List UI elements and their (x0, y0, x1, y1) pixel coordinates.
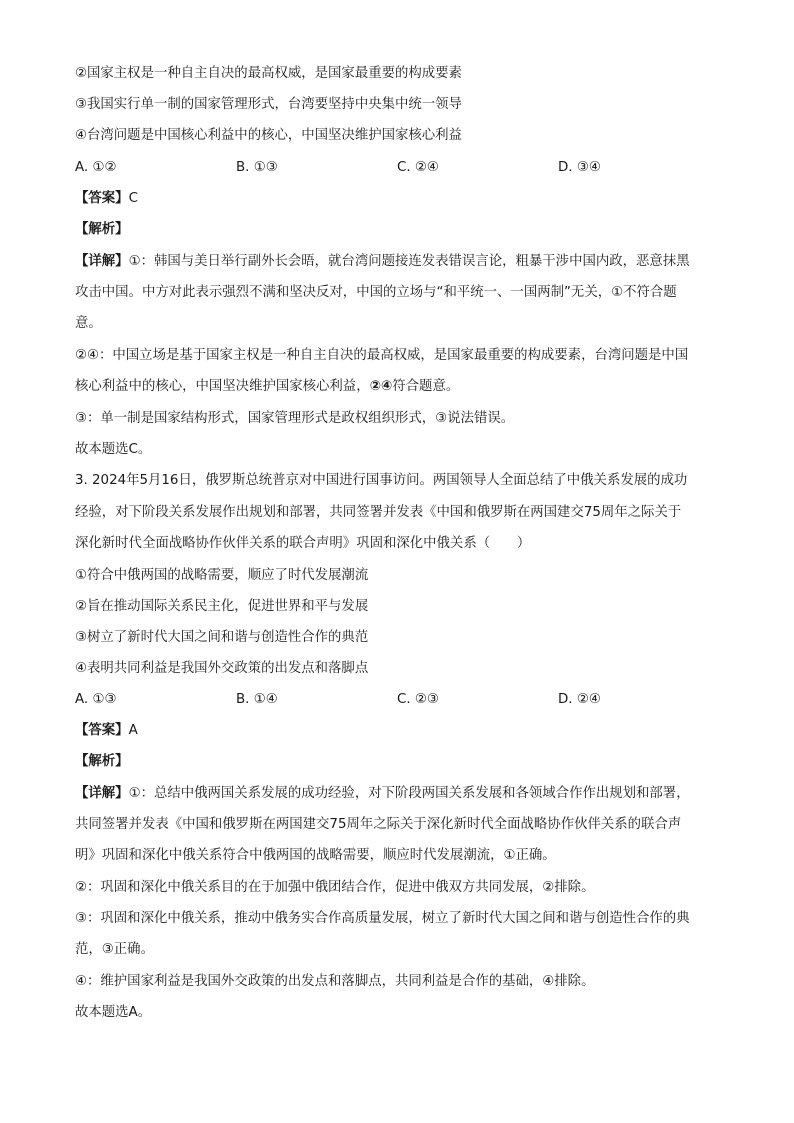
q2-detail-2-tail: 符合题意。 (392, 379, 460, 394)
q2-detail-2-marks: ②④ (369, 379, 393, 394)
q3-detail-1-text: ①：总结中俄两国关系发展的成功经验，对下阶段两国关系发展和各领域合作作出规划和部署， (128, 786, 690, 801)
q3-option-d: D. ②④ (558, 692, 601, 707)
q3-detail-4: ④：维护国家利益是我国外交政策的出发点和落脚点，共同利益是合作的基础，④排除。 (75, 974, 595, 989)
q2-option-d: D. ③④ (558, 160, 601, 175)
q2-conclusion: 故本题选C。 (75, 442, 152, 457)
q3-detail-1-line-1 (75, 784, 690, 804)
q3-detail-3-line-1: ③：巩固和深化中俄关系，推动中俄务实合作高质量发展，树立了新时代大国之间和谐与创造性合作的典 (75, 911, 690, 926)
q2-detail-3: ③：单一制是国家结构形式，国家管理形式是政权组织形式，③说法错误。 (75, 411, 515, 426)
q2-answer-label: 【答案】 (75, 191, 129, 206)
q2-answer (75, 189, 138, 209)
q3-stem-line-3: 深化新时代全面战略协作伙伴关系的联合声明》巩固和深化中俄关系（ ） (75, 536, 531, 551)
q3-detail-3-line-2: 范，③正确。 (75, 942, 154, 957)
q3-statement-3: ③树立了新时代大国之间和谐与创造性合作的典范 (75, 630, 369, 645)
q3-answer-value: A (128, 723, 138, 738)
q2-detail-label: 【详解】 (75, 254, 129, 269)
q3-statement-1: ①符合中俄两国的战略需要，顺应了时代发展潮流 (75, 568, 369, 583)
q2-statement-4: ④台湾问题是中国核心利益中的核心，中国坚决维护国家核心利益 (75, 128, 462, 143)
q2-detail-2-line-1: ②④：中国立场是基于国家主权是一种自主自决的最高权威，是国家最重要的构成要素，台湾问题是中国 (75, 348, 689, 363)
q3-statement-4: ④表明共同利益是我国外交政策的出发点和落脚点 (75, 661, 369, 676)
q2-statement-2: ②国家主权是一种自主自决的最高权威，是国家最重要的构成要素 (75, 66, 462, 81)
q3-analysis-label: 【解析】 (75, 754, 129, 769)
q2-detail-2-line-2 (75, 377, 459, 397)
q2-options (75, 158, 715, 178)
q3-option-b: B. ①④ (236, 692, 278, 707)
q2-answer-value: C (128, 191, 138, 206)
q3-detail-1-line-3: 明》巩固和深化中俄关系符合中俄两国的战略需要，顺应时代发展潮流，①正确。 (75, 848, 556, 863)
q2-detail-1-line-2: 攻击中国。中方对此表示强烈不满和坚决反对，中国的立场与“和平统一、一国两制”无关，①不符合题 (75, 285, 677, 300)
q3-detail-1-line-2: 共同签署并发表《中国和俄罗斯在两国建交75周年之际关于深化新时代全面战略协作伙伴关系的联合声 (75, 817, 682, 832)
q2-detail-1-line-1 (75, 252, 690, 272)
q2-option-b: B. ①③ (236, 160, 278, 175)
q3-option-c: C. ②③ (397, 692, 439, 707)
q3-conclusion: 故本题选A。 (75, 1005, 152, 1020)
q2-analysis-label: 【解析】 (75, 222, 129, 237)
q2-option-a: A. ①② (75, 160, 117, 175)
q3-detail-2: ②：巩固和深化中俄关系目的在于加强中俄团结合作，促进中俄双方共同发展，②排除。 (75, 880, 595, 895)
q3-answer (75, 721, 138, 741)
q3-stem-line-1: 3. 2024年5月16日，俄罗斯总统普京对中国进行国事访问。两国领导人全面总结了中俄关系发展的成功 (75, 473, 688, 488)
q2-detail-1-line-3: 意。 (75, 316, 102, 331)
q2-detail-1-text: ①：韩国与美日举行副外长会晤，就台湾问题接连发表错误言论，粗暴干涉中国内政，恶意抹黑 (128, 254, 690, 269)
q3-statement-2: ②旨在推动国际关系民主化，促进世界和平与发展 (75, 599, 369, 614)
q3-option-a: A. ①③ (75, 692, 117, 707)
q3-answer-label: 【答案】 (75, 723, 129, 738)
q3-detail-label: 【详解】 (75, 786, 129, 801)
q2-statement-3: ③我国实行单一制的国家管理形式，台湾要坚持中央集中统一领导 (75, 97, 462, 112)
q2-option-c: C. ②④ (397, 160, 439, 175)
q2-detail-2-text: 核心利益中的核心，中国坚决维护国家核心利益， (75, 379, 370, 394)
q3-stem-line-2: 经验，对下阶段关系发展作出规划和部署，共同签署并发表《中国和俄罗斯在两国建交75周年之际关于 (75, 505, 682, 520)
q3-options (75, 690, 715, 710)
